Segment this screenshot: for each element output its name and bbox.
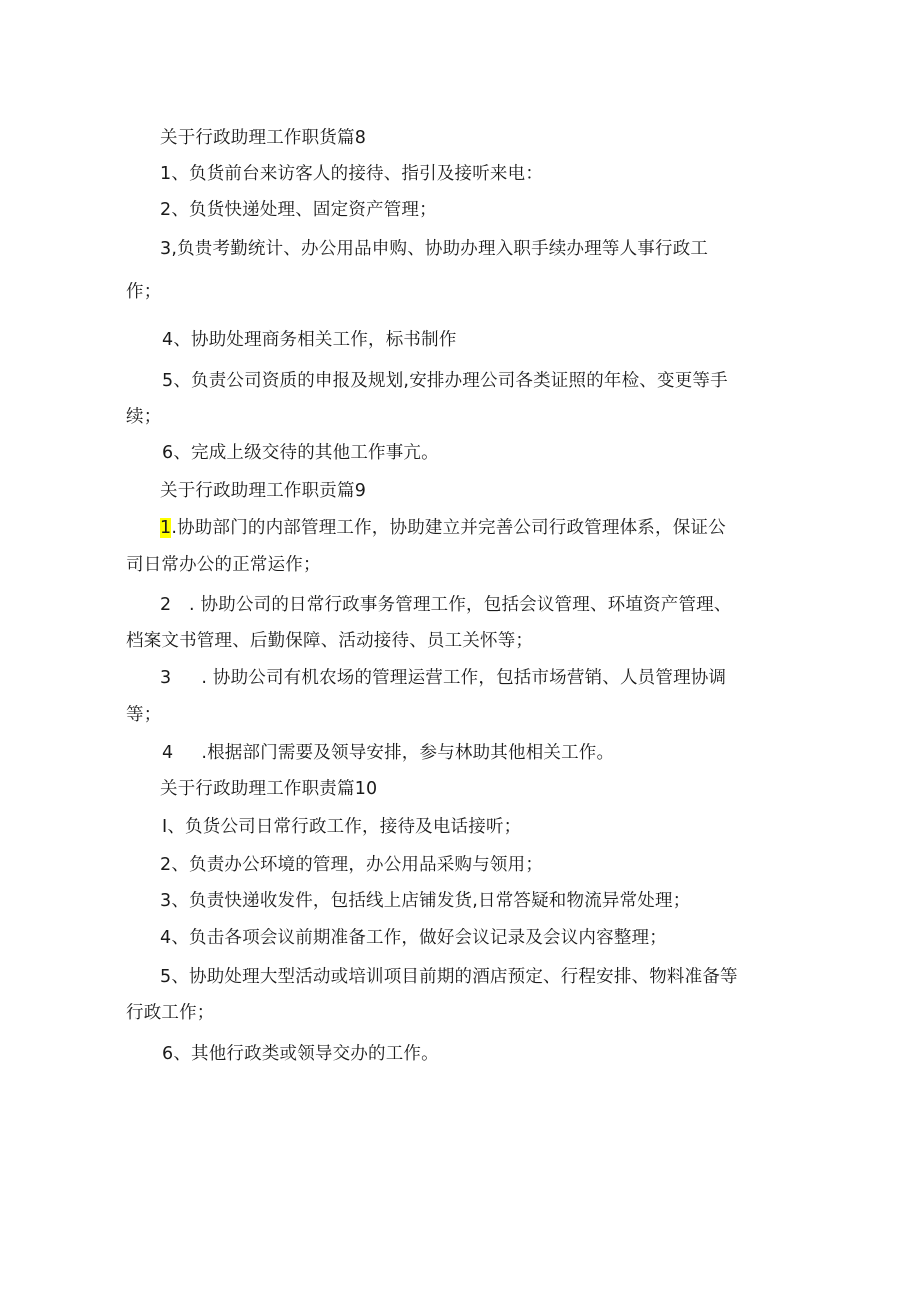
list-item-text: .根据部门需要及领导安排，参与林助其他相关工作。 — [201, 743, 615, 763]
list-item-continuation: 作； — [126, 282, 162, 302]
list-item — [160, 516, 726, 540]
list-item-continuation: 档案文书管理、后勤保障、活动接待、员工关怀等； — [126, 631, 534, 651]
list-item-continuation: 续； — [126, 407, 162, 427]
list-item: 4、协助处理商务相关工作，标书制作 — [162, 330, 457, 350]
list-item-continuation: 司日常办公的正常运作； — [126, 555, 321, 575]
list-item: 2、负货快递处理、固定资产管理； — [160, 200, 437, 220]
list-item — [162, 741, 614, 765]
list-item — [160, 666, 726, 690]
list-item-number: 3 — [160, 668, 172, 688]
list-item: 3、负责快递收发件，包括线上店铺发货,日常答疑和物流异常处理； — [160, 891, 691, 911]
list-item: 5、负责公司资质的申报及规划,安排办理公司各类证照的年检、变更等手 — [162, 371, 728, 391]
list-item: I、负货公司日常行政工作，接待及电话接听； — [162, 817, 522, 837]
list-item: 6、完成上级交待的其他工作事亢。 — [162, 443, 439, 463]
highlighted-number: 1 — [160, 518, 172, 538]
list-item: 4、负击各项会议前期准备工作，做好会议记录及会议内容整理； — [160, 928, 667, 948]
list-item-continuation: 等； — [126, 705, 162, 725]
list-item-text: .协助部门的内部管理工作，协助建立并完善公司行政管理体系，保证公 — [171, 518, 726, 538]
list-item-continuation: 行政工作； — [126, 1003, 215, 1023]
list-item-text: . 协助公司有机农场的管理运营工作，包括市场营销、人员管理协调 — [201, 668, 727, 688]
section-heading: 关于行政助理工作职贡篇9 — [160, 481, 367, 501]
list-item: 2 . 协助公司的日常行政事务管理工作，包括会议管理、环埴资产管理、 — [160, 595, 732, 615]
list-item: 1、负货前台来访客人的接待、指引及接听来电： — [160, 164, 544, 184]
section-heading: 关于行政助理工作职责篇10 — [160, 779, 378, 799]
section-heading: 关于行政助理工作职货篇8 — [160, 128, 367, 148]
list-item: 3,负贵考勤统计、办公用品申购、协助办理入职手续办理等人事行政工 — [160, 239, 709, 259]
list-item-number: 4 — [162, 743, 174, 763]
list-item: 2、负责办公环境的管理，办公用品采购与领用； — [160, 855, 544, 875]
list-item: 6、其他行政类或领导交办的工作。 — [162, 1044, 439, 1064]
list-item: 5、协助处理大型活动或培训项目前期的酒店预定、行程安排、物料准备等 — [160, 967, 738, 987]
